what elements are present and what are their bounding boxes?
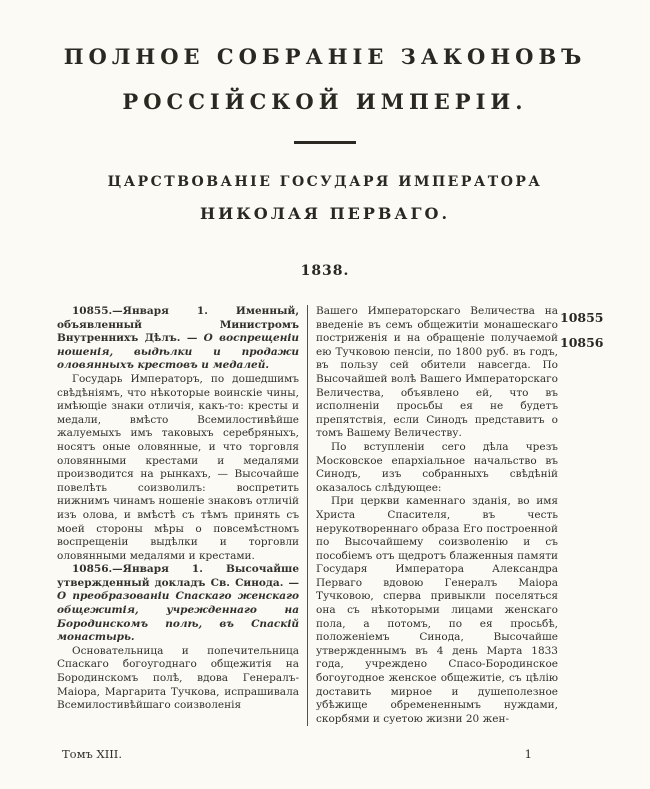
page-footer (0, 747, 650, 763)
text-run: Государь Императоръ, по дошедшимъ свѣдѣніямъ, что нѣкоторые воинскіе чины, имѣющіе знаки отличія, какъ-то: кресты и медали, вмѣсто Всемилостивѣйше жалуемыхъ имъ таковыхъ серебряныхъ, носятъ оные оловянные, и что торговля оловянными крестами и медалями производится на рынкахъ, — Высочайше повелѣть соизволилъ: воспретить нижнимъ чинамъ ношеніе знаковъ отличій изъ олова, и вмѣстѣ съ тѣмъ принять съ моей стороны мѣры о повсемѣстномъ воспрещеніи выдѣлки и торговли оловянными медалями и крестами. (57, 372, 299, 562)
paragraph (57, 305, 299, 373)
two-column-text (57, 305, 558, 726)
book-title-line2: РОССІЙСКОЙ ИМПЕРІИ. (122, 89, 528, 114)
margin-numbers (560, 305, 620, 355)
margin-article-number: 10856 (560, 335, 604, 350)
body-columns-wrapper (0, 305, 650, 726)
paragraph (57, 563, 299, 645)
paragraph (57, 645, 299, 713)
right-column (307, 305, 558, 726)
reign-heading-line1: ЦАРСТВОВАНІЕ ГОСУДАРЯ ИМПЕРАТОРА (107, 174, 543, 190)
paragraph (316, 441, 558, 495)
volume-label: Томъ XIII. (62, 747, 122, 761)
page-number: 1 (524, 747, 532, 761)
text-run: Вашего Императорскаго Величества на введеніе въ семъ общежитіи монашескаго постриженія и на обращеніе получаемой ею Тучковою пенсіи, по 1800 руб. въ годъ, въ пользу сей обители навсегда. По Высочайшей волѣ Вашего Императорскаго Величества, объявлено ей, что въ исполненіи просьбы ея не будетъ препятствія, если Синодъ представитъ о томъ Вашему Величеству. (316, 305, 558, 440)
divider-bar (294, 141, 356, 144)
text-run: При церкви каменнаго зданія, во имя Христа Спасителя, въ честь нерукотвореннаго образа Его построенной по Высочайшему соизволенію и съ пособіемъ отъ щедротъ блаженныя памяти Государя Императора Александра Перваго вдовою Генералъ Маіора Тучковою, сперва привыкли поселяться она съ нѣкоторыми лицами женскаго пола, а потомъ, по ея просьбѣ, положеніемъ Синода, Высочайше утвержденнымъ въ 4 день Марта 1833 года, учреждено Спасо-Бородинское богоугодное женское общежитіе, съ цѣлію доставить мирное и душеполезное убѣжище обремененнымъ нуждами, скорбями и суетою жизни 20 жен- (316, 495, 558, 725)
paragraph (316, 305, 558, 441)
paragraph (57, 373, 299, 563)
text-run: О воспрещеніи ношенія, выдѣлки и продажи оловянныхъ крестовъ и медалей. (57, 332, 299, 372)
reign-heading-line2: НИКОЛАЯ ПЕРВАГО. (199, 204, 451, 223)
paragraph (316, 495, 558, 726)
left-column (57, 305, 307, 726)
text-run: Основательница и попечительница Спаскаго богоугоднаго общежитія на Бородинскомъ полѣ, вдова Генералъ-Маіора, Маргарита Тучкова, испрашивала Всемилостивѣйшаго соизволенія (57, 644, 299, 712)
year-heading: 1838. (300, 263, 350, 279)
text-run: О преобразованіи Спаскаго женскаго общежитія, учрежденнаго на Бородинскомъ полѣ, въ Спаскій монастырь. (57, 590, 299, 644)
text-run: 10856.—Января 1. Высочайше утвержденный докладъ Св. Синода. — (57, 563, 299, 589)
text-run: По вступленіи сего дѣла чрезъ Московское епархіальное начальство въ Синодъ, изъ собранныхъ свѣдѣній оказалось слѣдующее: (316, 440, 558, 494)
text-run: 10855.—Января 1. Именный, объявленный Министромъ Внутреннихъ Дѣлъ. — (57, 305, 299, 345)
book-title-line1: ПОЛНОЕ СОБРАНІЕ ЗАКОНОВЪ (63, 44, 587, 69)
margin-article-number: 10855 (560, 310, 604, 325)
page-header (0, 0, 650, 279)
